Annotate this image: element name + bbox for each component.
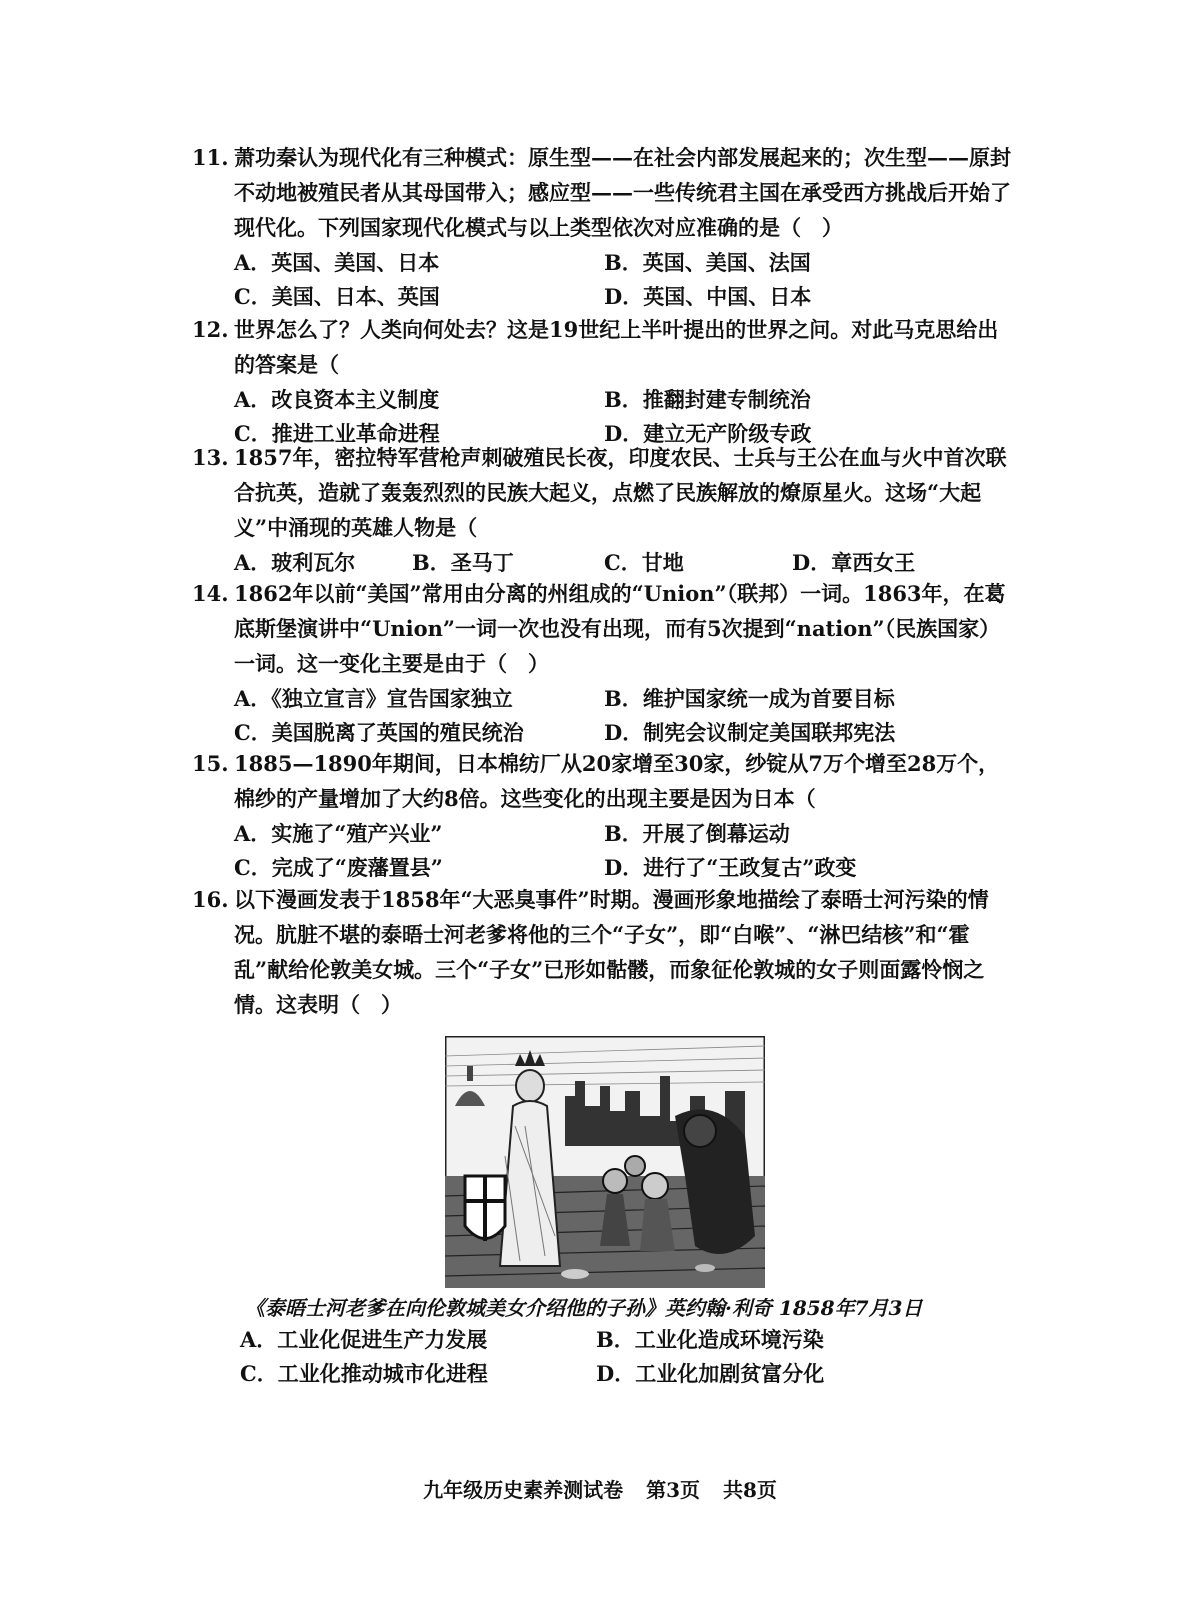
option-d: D．进行了“王政复古”政变 bbox=[604, 855, 857, 880]
question-12 bbox=[192, 312, 1012, 450]
question-stem: 萧功秦认为现代化有三种模式：原生型——在社会内部发展起来的；次生型——原封不动地被殖民者从其母国带入；感应型——一些传统君主国在承受西方挑战后开始了现代化。下列国家现代化模式与以上类型依次对应准确的是（ ） bbox=[234, 145, 1011, 240]
option-c: C．完成了“废藩置县” bbox=[234, 855, 443, 880]
option-c: C．推进工业革命进程 bbox=[234, 421, 440, 446]
option-a: A．实施了“殖产兴业” bbox=[234, 821, 443, 846]
question-options bbox=[234, 245, 1012, 313]
question-number: 11. bbox=[192, 145, 229, 170]
question-number: 16. bbox=[192, 887, 229, 912]
option-b: B．英国、美国、法国 bbox=[604, 250, 811, 275]
option-a: A．玻利瓦尔 bbox=[234, 550, 356, 575]
option-c: C．甘地 bbox=[604, 550, 684, 575]
exam-title: 九年级历史素养测试卷 bbox=[423, 1478, 624, 1502]
question-options bbox=[234, 816, 1012, 884]
question-15 bbox=[192, 746, 1012, 884]
option-a: A．改良资本主义制度 bbox=[234, 387, 440, 412]
question-stem: 1862年以前“美国”常用由分离的州组成的“Union”（联邦）一词。1863年，在葛底斯堡演讲中“Union”一词一次也没有出现，而有5次提到“nation”（民族国家）一词。这一变化主要是由于（ ） bbox=[234, 581, 1006, 676]
question-13 bbox=[192, 440, 1012, 579]
question-16-options bbox=[240, 1322, 1020, 1390]
option-c: C．美国脱离了英国的殖民统治 bbox=[234, 720, 524, 745]
question-14 bbox=[192, 576, 1012, 749]
question-number: 13. bbox=[192, 445, 229, 470]
option-a: A．《独立宣言》宣告国家独立 bbox=[234, 686, 513, 711]
option-a: A．英国、美国、日本 bbox=[234, 250, 440, 275]
option-b: B．圣马丁 bbox=[412, 550, 514, 575]
option-a: A．工业化促进生产力发展 bbox=[240, 1327, 488, 1352]
question-11 bbox=[192, 140, 1012, 313]
option-d: D．制宪会议制定美国联邦宪法 bbox=[604, 720, 896, 745]
page-number: 第3页 bbox=[646, 1478, 700, 1502]
option-d: D．建立无产阶级专政 bbox=[604, 421, 812, 446]
option-d: D．章西女王 bbox=[792, 550, 916, 575]
cartoon-caption: 《泰晤士河老爹在向伦敦城美女介绍他的子孙》英约翰·利奇 1858年7月3日 bbox=[245, 1296, 923, 1320]
question-16 bbox=[192, 882, 1012, 1022]
option-b: B．维护国家统一成为首要目标 bbox=[604, 686, 895, 711]
question-stem: 1885—1890年期间，日本棉纺厂从20家增至30家，纱锭从7万个增至28万个，棉纱的产量增加了大约8倍。这些变化的出现主要是因为日本（ bbox=[234, 751, 1000, 811]
option-b: B．推翻封建专制统治 bbox=[604, 387, 811, 412]
question-stem: 世界怎么了？人类向何处去？这是19世纪上半叶提出的世界之问。对此马克思给出的答案是（ bbox=[234, 317, 999, 377]
total-pages: 共8页 bbox=[722, 1478, 777, 1502]
option-d: D．英国、中国、日本 bbox=[604, 284, 812, 309]
question-number: 12. bbox=[192, 317, 229, 342]
option-c: C．美国、日本、英国 bbox=[234, 284, 440, 309]
cartoon-illustration bbox=[445, 1036, 765, 1288]
option-b: B．工业化造成环境污染 bbox=[596, 1327, 824, 1352]
question-stem: 1857年，密拉特军营枪声刺破殖民长夜，印度农民、士兵与王公在血与火中首次联合抗英，造就了轰轰烈烈的民族大起义，点燃了民族解放的燎原星火。这场“大起义”中涌现的英雄人物是（ bbox=[234, 445, 1007, 540]
option-b: B．开展了倒幕运动 bbox=[604, 821, 790, 846]
question-stem: 以下漫画发表于1858年“大恶臭事件”时期。漫画形象地描绘了泰晤士河污染的情况。肮脏不堪的泰晤士河老爹将他的三个“子女”，即“白喉”、“淋巴结核”和“霍乱”献给伦敦美女城。三个“子女”已形如骷髅，而象征伦敦城的女子则面露怜悯之情。这表明（ ） bbox=[234, 887, 989, 1017]
option-d: D．工业化加剧贫富分化 bbox=[596, 1361, 825, 1386]
option-c: C．工业化推动城市化进程 bbox=[240, 1361, 488, 1386]
page-footer bbox=[0, 1474, 1200, 1503]
question-number: 14. bbox=[192, 581, 229, 606]
question-number: 15. bbox=[192, 751, 229, 776]
question-options bbox=[234, 545, 1012, 579]
question-options bbox=[234, 681, 1012, 749]
